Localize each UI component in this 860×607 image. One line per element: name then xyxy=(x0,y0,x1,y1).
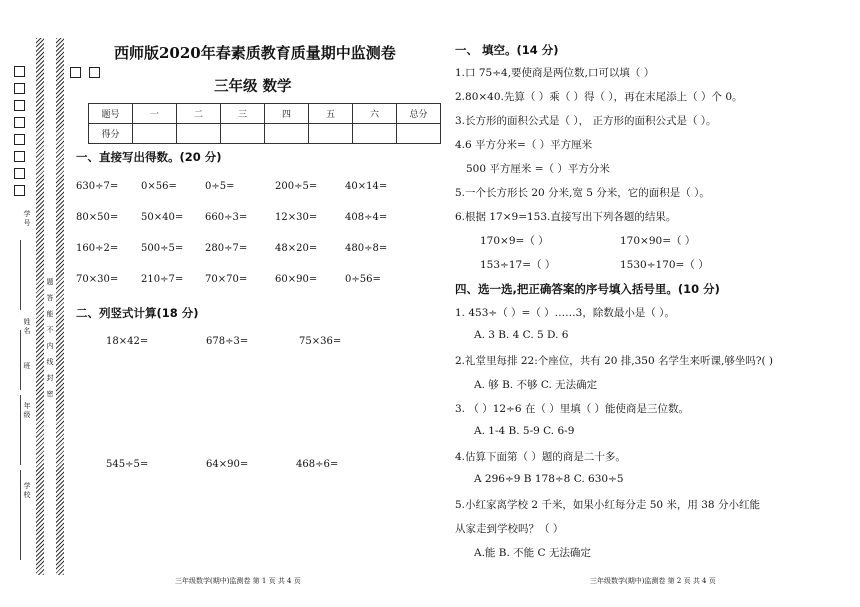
calc-item: 408÷4= xyxy=(345,212,388,223)
class-label: 班 xyxy=(23,362,31,371)
calc-item: 630÷7= xyxy=(76,181,119,192)
score-cell[interactable] xyxy=(353,124,397,144)
header-boxes xyxy=(70,67,100,78)
question: 500 平方厘米 =（ ）平方分米 xyxy=(466,163,610,175)
id-boxes xyxy=(14,66,25,202)
calc-item: 48×20= xyxy=(275,243,318,254)
calc-item: 500÷5= xyxy=(141,243,184,254)
section2-heading: 二、列竖式计算(18 分) xyxy=(76,306,199,320)
grade-line xyxy=(20,395,21,465)
options: A 296÷9 B 178÷8 C. 630÷5 xyxy=(474,473,624,485)
question: 4.6 平方分米=（ ）平方厘米 xyxy=(455,139,593,151)
score-table-header: 一 xyxy=(133,104,177,124)
question: 5.小红家离学校 2 千米，如果小红每分走 50 米，用 38 分小红能 xyxy=(455,499,760,511)
calc-item: 80×50= xyxy=(76,212,119,223)
question-sub: 170×90=（ ） xyxy=(620,235,696,247)
question: 从家走到学校吗？（ ） xyxy=(455,523,564,535)
score-cell[interactable] xyxy=(221,124,265,144)
section3-heading: 一、 填空。(14 分) xyxy=(455,43,559,57)
score-cell[interactable] xyxy=(397,124,441,144)
options: A.能 B. 不能 C 无法确定 xyxy=(474,547,591,559)
calc-item: 50×40= xyxy=(141,212,184,223)
question-sub: 1530÷170=（ ） xyxy=(620,259,709,271)
calc-item: 0÷5= xyxy=(205,181,235,192)
calc-item: 480÷8= xyxy=(345,243,388,254)
exam-title: 西师版2020年春素质教育质量期中监测卷 xyxy=(114,44,396,62)
options: A. 3 B. 4 C. 5 D. 6 xyxy=(474,329,569,341)
calc-item: 660÷3= xyxy=(205,212,248,223)
question: 2.礼堂里每排 22:个座位，共有 20 排,350 名学生来听课,够坐吗?( ) xyxy=(455,355,774,367)
exam-subtitle: 三年级 数学 xyxy=(214,78,292,95)
calc-item: 60×90= xyxy=(275,274,318,285)
score-table-header: 六 xyxy=(353,104,397,124)
section1-heading: 一、直接写出得数。(20 分) xyxy=(76,150,222,164)
question: 2.80×40.先算（ ）乘（ ）得（ ），再在末尾添上（ ）个 0。 xyxy=(455,91,743,103)
score-cell[interactable] xyxy=(177,124,221,144)
calc-item: 0÷56= xyxy=(345,274,381,285)
question: 3. （ ）12÷6 在（ ）里填（ ）能使商是三位数。 xyxy=(455,403,690,415)
score-cell[interactable] xyxy=(265,124,309,144)
calc-item: 210÷7= xyxy=(141,274,184,285)
seal-text: 题答能不内线封密 xyxy=(46,278,54,406)
seal-line xyxy=(36,38,64,575)
score-table-header: 五 xyxy=(309,104,353,124)
name-line xyxy=(20,240,21,310)
calc-item: 70×30= xyxy=(76,274,119,285)
question: 6.根据 17×9=153.直接写出下列各题的结果。 xyxy=(455,211,677,223)
school-label: 学校 xyxy=(23,482,31,500)
student-id-label: 学号 xyxy=(23,210,31,228)
class-line xyxy=(20,330,21,390)
score-table-header: 题号 xyxy=(89,104,133,124)
school-line xyxy=(20,470,21,560)
question-sub: 153÷17=（ ） xyxy=(480,259,556,271)
column-calc-item: 468÷6= xyxy=(296,459,339,470)
question: 1. 453÷（ ）=（ ）……3，除数最小是（ ）。 xyxy=(455,307,675,319)
score-cell[interactable] xyxy=(309,124,353,144)
calc-item: 70×70= xyxy=(205,274,248,285)
question: 3.长方形的面积公式是（ ）， 正方形的面积公式是（ ）。 xyxy=(455,115,717,127)
column-calc-item: 545÷5= xyxy=(106,459,149,470)
question: 4.估算下面第（ ）题的商是二十多。 xyxy=(455,451,626,463)
column-calc-item: 75×36= xyxy=(299,336,342,347)
column-calc-item: 678÷3= xyxy=(206,336,249,347)
score-table-header: 三 xyxy=(221,104,265,124)
footer-left: 三年级数学(期中)监测卷 第 1 页 共 4 页 xyxy=(175,577,301,585)
question: 5.一个长方形长 20 分米,宽 5 分米，它的面积是（ ）。 xyxy=(455,187,710,199)
question: 1.口 75÷4,要使商是两位数,口可以填（ ） xyxy=(455,67,655,79)
question-sub: 170×9=（ ） xyxy=(480,235,549,247)
score-cell[interactable] xyxy=(133,124,177,144)
calc-item: 160÷2= xyxy=(76,243,119,254)
options: A. 1-4 B. 5-9 C. 6-9 xyxy=(474,425,575,437)
score-table-header: 总分 xyxy=(397,104,441,124)
name-label: 姓名 xyxy=(23,318,31,336)
calc-item: 0×56= xyxy=(141,181,177,192)
score-table-header: 二 xyxy=(177,104,221,124)
score-table xyxy=(88,103,441,144)
calc-item: 40×14= xyxy=(345,181,388,192)
options: A. 够 B. 不够 C. 无法确定 xyxy=(474,379,598,391)
section4-heading: 四、选一选,把正确答案的序号填入括号里。(10 分) xyxy=(455,282,720,296)
calc-item: 280÷7= xyxy=(205,243,248,254)
score-table-header: 四 xyxy=(265,104,309,124)
footer-right: 三年级数学(期中)监测卷 第 2 页 共 4 页 xyxy=(590,577,716,585)
grade-label: 年级 xyxy=(23,402,31,420)
calc-item: 12×30= xyxy=(275,212,318,223)
score-row-label: 得分 xyxy=(89,124,133,144)
column-calc-item: 64×90= xyxy=(206,459,249,470)
column-calc-item: 18×42= xyxy=(106,336,149,347)
calc-item: 200÷5= xyxy=(275,181,318,192)
